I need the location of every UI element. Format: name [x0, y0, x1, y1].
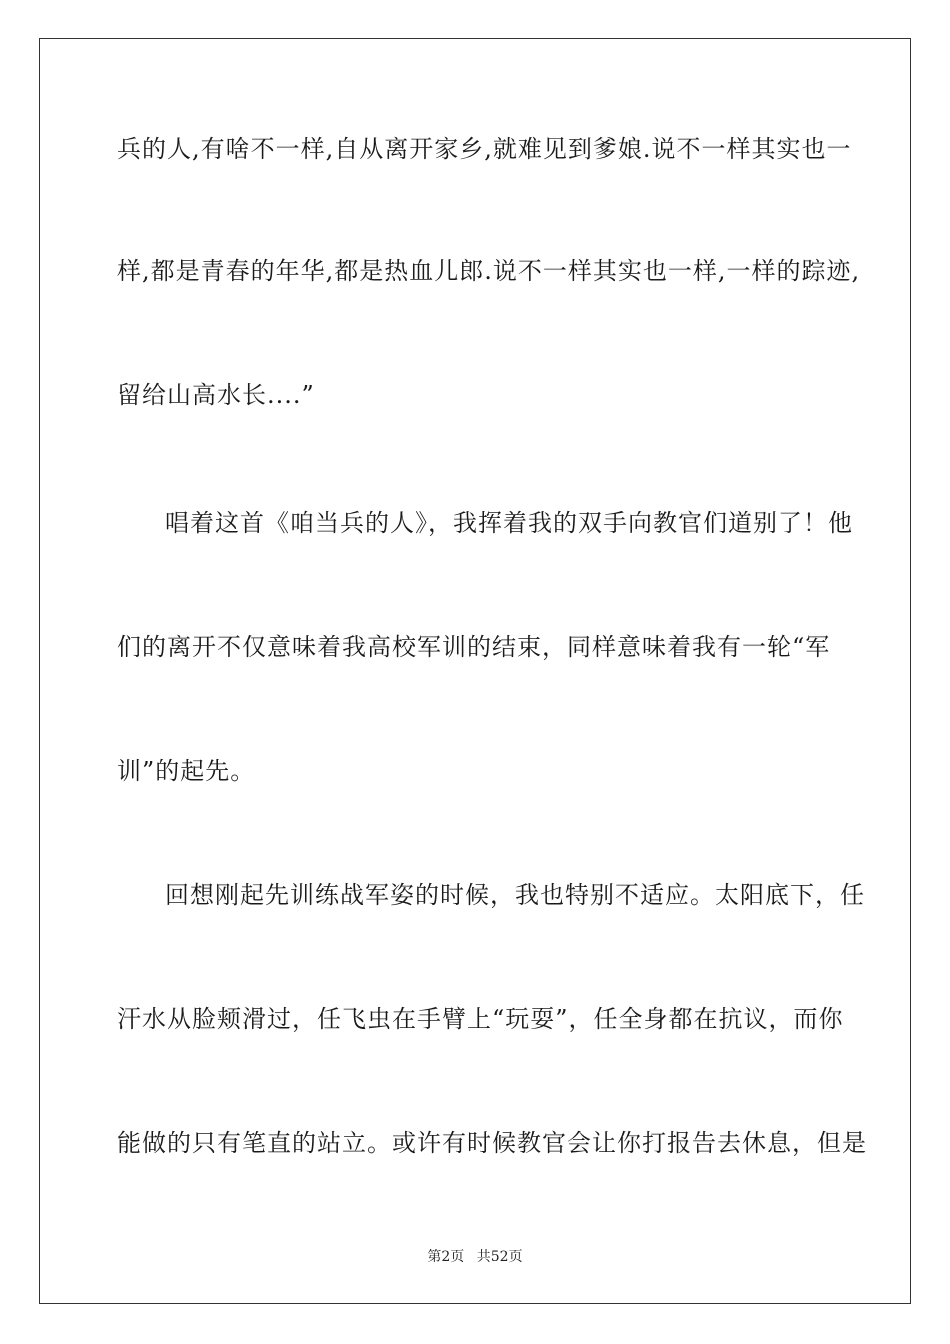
paragraph-3-line-2: 汗水从脸颊滑过，任飞虫在手臂上“玩耍”，任全身都在抗议，而你: [117, 1005, 844, 1033]
paragraph-3-line-3: 能做的只有笔直的站立。或许有时候教官会让你打报告去休息，但是: [117, 1129, 867, 1157]
paragraph-3-line-1: 回想刚起先训练战军姿的时候，我也特别不适应。太阳底下，任: [165, 881, 865, 909]
paragraph-2-line-2: 们的离开不仅意味着我高校军训的结束，同样意味着我有一轮“军: [117, 633, 831, 661]
total-pages: 共52页: [476, 1249, 523, 1265]
paragraph-2-line-1: 唱着这首《咱当兵的人》，我挥着我的双手向教官们道别了！他: [165, 509, 853, 537]
page-border: [39, 38, 911, 1304]
page-number: 第2页: [427, 1249, 465, 1265]
page-footer: [0, 1248, 950, 1266]
paragraph-2-line-3: 训”的起先。: [117, 757, 256, 785]
text-line-2: 样,都是青春的年华,都是热血儿郎.说不一样其实也一样,一样的踪迹,: [117, 257, 861, 285]
text-line-1: 兵的人,有啥不一样,自从离开家乡,就难见到爹娘.说不一样其实也一: [117, 135, 852, 163]
text-line-3: 留给山高水长....”: [117, 381, 315, 409]
